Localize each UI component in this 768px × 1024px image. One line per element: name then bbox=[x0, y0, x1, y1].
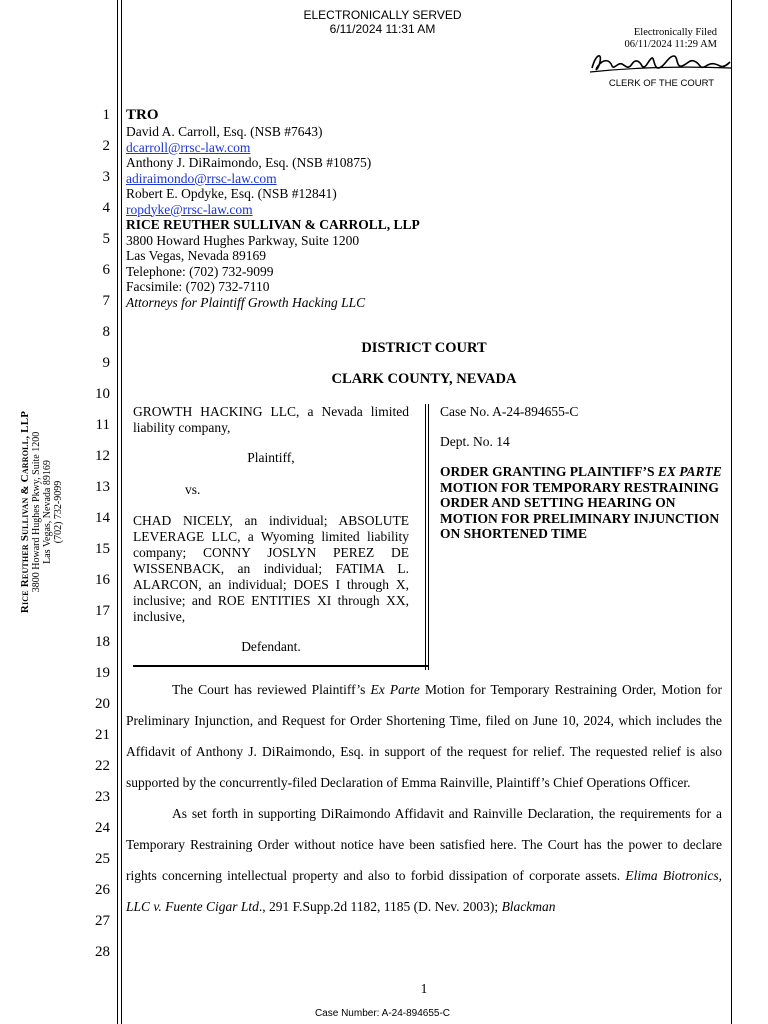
line-number: 22 bbox=[95, 758, 110, 774]
citation-detail: ., 291 F.Supp.2d 1182, 1185 (D. Nev. 2003); bbox=[258, 899, 502, 914]
line-number: 8 bbox=[102, 324, 110, 340]
line-number: 21 bbox=[95, 727, 110, 743]
order-title-ex-parte: EX PARTE bbox=[657, 464, 722, 479]
caption-case-info bbox=[440, 404, 725, 542]
line-number: 1 bbox=[102, 107, 110, 123]
right-margin-rule bbox=[731, 0, 732, 1024]
served-stamp bbox=[260, 8, 505, 36]
court-name: DISTRICT COURT bbox=[361, 340, 487, 356]
case-citation: Blackman bbox=[501, 899, 556, 914]
served-title: ELECTRONICALLY SERVED bbox=[303, 8, 462, 22]
page-number: 1 bbox=[420, 981, 428, 996]
body-paragraph bbox=[126, 798, 722, 922]
clerk-signature bbox=[588, 48, 733, 78]
left-margin-rule-inner bbox=[121, 0, 122, 1024]
line-number: 11 bbox=[95, 417, 110, 433]
line-number: 15 bbox=[95, 541, 110, 557]
line-number: 4 bbox=[102, 200, 110, 216]
firm-facsimile: Facsimile: (702) 732-7110 bbox=[126, 279, 270, 294]
order-title-end: MOTION FOR TEMPORARY RESTRAINING ORDER AND SETTING HEARING ON MOTION FOR PRELIMINARY INJUNCTION ON SHORTENED TIME bbox=[440, 479, 720, 541]
line-number: 26 bbox=[95, 882, 110, 898]
line-number: 20 bbox=[95, 696, 110, 712]
attorney-email-link[interactable]: dcarroll@rrsc-law.com bbox=[126, 139, 251, 155]
attorney-email-link[interactable]: adiraimondo@rrsc-law.com bbox=[126, 170, 277, 186]
line-number: 23 bbox=[95, 789, 110, 805]
attorneys-for: Attorneys for Plaintiff Growth Hacking LLC bbox=[126, 294, 366, 310]
line-number: 14 bbox=[95, 510, 110, 526]
body-text-segment: Motion for Temporary Restraining Order, Motion for Preliminary Injunction, and Request for Order Shortening Time, filed on June 10, 2024, which includes the Affidavit of Anthony J. DiRaimondo, Esq. in support of the request for relief. The requested relief is also supported by the concurrently-filed Declaration of Emma Rainville, Plaintiff’s Chief Operations Officer. bbox=[126, 682, 722, 790]
body-text-segment: The Court has reviewed Plaintiff’s bbox=[172, 682, 371, 697]
line-number: 16 bbox=[95, 572, 110, 588]
firm-address: 3800 Howard Hughes Parkway, Suite 1200 bbox=[126, 232, 360, 248]
case-number: Case No. A-24-894655-C bbox=[440, 404, 579, 419]
department-number: Dept. No. 14 bbox=[440, 434, 510, 449]
left-margin-rule bbox=[117, 0, 118, 1024]
line-number: 6 bbox=[102, 262, 110, 278]
line-number: 12 bbox=[95, 448, 110, 464]
line-number: 28 bbox=[95, 944, 110, 960]
line-number: 13 bbox=[95, 479, 110, 495]
line-number: 9 bbox=[102, 355, 110, 371]
line-number: 27 bbox=[95, 913, 110, 929]
line-number: 10 bbox=[95, 386, 110, 402]
attorney-name: Anthony J. DiRaimondo, Esq. (NSB #10875) bbox=[126, 155, 372, 170]
side-firm-address: 3800 Howard Hughes Pkwy, Suite 1200 bbox=[31, 431, 42, 593]
caption-divider-inner bbox=[428, 404, 429, 670]
filed-title: Electronically Filed bbox=[633, 27, 717, 38]
versus-label: vs. bbox=[185, 482, 201, 497]
body-text-segment: As set forth in supporting DiRaimondo Affidavit and Rainville Declaration, the requirements for a Temporary Restraining Order without notice have been satisfied here. The Court has the power to declare rights concerning intellectual property and also to forbid dissipation of corporate assets. bbox=[126, 806, 722, 883]
line-number: 25 bbox=[95, 851, 110, 867]
line-number: 24 bbox=[95, 820, 110, 836]
order-body bbox=[126, 674, 722, 922]
caption-parties bbox=[133, 404, 409, 655]
footer-case-number: Case Number: A-24-894655-C bbox=[314, 1008, 451, 1019]
filed-datetime: 06/11/2024 11:29 AM bbox=[624, 39, 717, 50]
line-number: 7 bbox=[102, 293, 110, 309]
line-number: 3 bbox=[102, 169, 110, 185]
clerk-label: CLERK OF THE COURT bbox=[608, 78, 715, 89]
counsel-block bbox=[126, 107, 626, 310]
defendants-description: CHAD NICELY, an individual; ABSOLUTE LEVERAGE LLC, a Wyoming limited liability company; CONNY JOSLYN PEREZ DE WISSENBACK, an individual; FATIMA L. ALARCON, an individual; DOES I through X, inclusive; and ROE ENTITIES XI through XX, inclusive, bbox=[133, 513, 409, 624]
firm-name: RICE REUTHER SULLIVAN & CARROLL, LLP bbox=[126, 217, 420, 232]
court-county: CLARK COUNTY, NEVADA bbox=[331, 371, 517, 387]
side-firm-name: Rice Reuther Sullivan & Carroll, LLP bbox=[19, 410, 31, 614]
line-number: 18 bbox=[95, 634, 110, 650]
served-datetime: 6/11/2024 11:31 AM bbox=[329, 22, 436, 36]
attorney-name: Robert E. Opdyke, Esq. (NSB #12841) bbox=[126, 186, 337, 201]
line-number: 17 bbox=[95, 603, 110, 619]
caption-bottom-rule bbox=[133, 665, 428, 667]
order-title bbox=[440, 464, 725, 542]
attorney-email-link[interactable]: ropdyke@rrsc-law.com bbox=[126, 201, 253, 217]
attorney-name: David A. Carroll, Esq. (NSB #7643) bbox=[126, 124, 323, 139]
side-firm-label bbox=[20, 292, 64, 732]
defendant-label: Defendant. bbox=[241, 639, 301, 654]
line-number: 5 bbox=[102, 231, 110, 247]
side-firm-phone: (702) 732-9099 bbox=[53, 480, 64, 544]
line-number: 19 bbox=[95, 665, 110, 681]
order-title-start: ORDER GRANTING PLAINTIFF’S bbox=[440, 464, 658, 479]
body-text-italic: Ex Parte bbox=[370, 682, 420, 697]
doc-type-label: TRO bbox=[126, 107, 159, 123]
firm-telephone: Telephone: (702) 732-9099 bbox=[126, 263, 274, 279]
case-citation: Elima Biotronics, LLC v. Fuente Cigar Ltd bbox=[126, 868, 723, 914]
line-number: 2 bbox=[102, 138, 110, 154]
body-paragraph bbox=[126, 674, 722, 798]
side-firm-city: Las Vegas, Nevada 89169 bbox=[42, 460, 53, 564]
plaintiff-description: GROWTH HACKING LLC, a Nevada limited liability company, bbox=[133, 404, 409, 435]
plaintiff-label: Plaintiff, bbox=[247, 450, 295, 465]
firm-city: Las Vegas, Nevada 89169 bbox=[126, 248, 266, 263]
caption-divider bbox=[425, 404, 426, 670]
